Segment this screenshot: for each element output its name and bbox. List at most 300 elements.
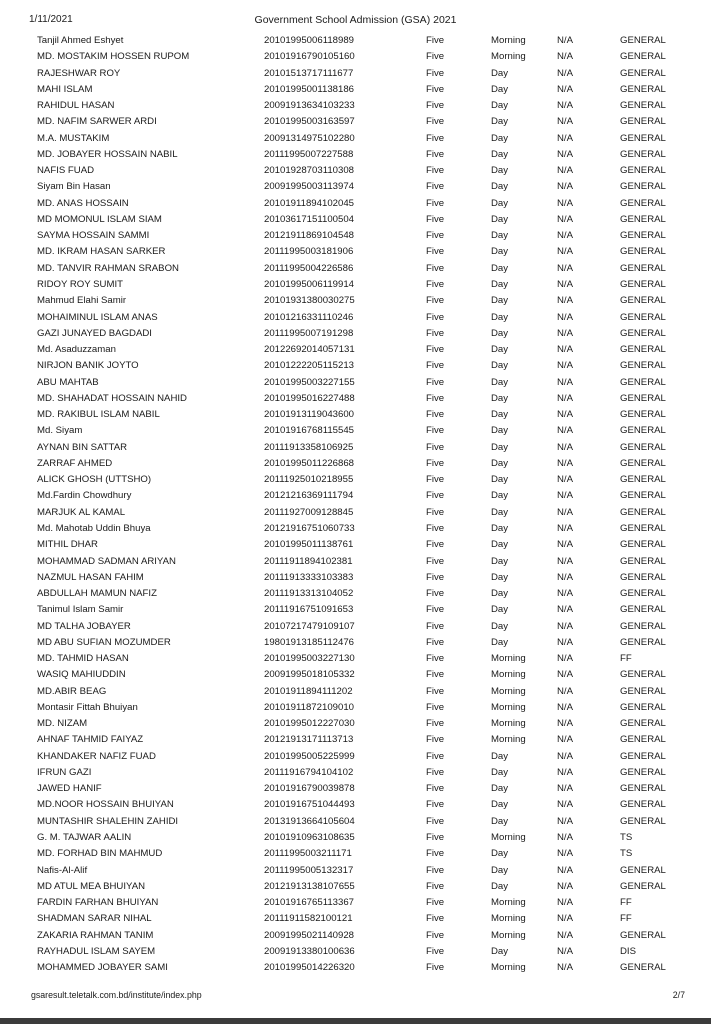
cell-quota: GENERAL	[620, 425, 666, 437]
cell-roll: 19801913185112476	[264, 636, 354, 648]
cell-ver: N/A	[557, 962, 573, 974]
cell-quota: GENERAL	[620, 132, 666, 144]
cell-quota: GENERAL	[620, 230, 666, 242]
cell-class: Five	[426, 604, 445, 616]
cell-quota: GENERAL	[620, 685, 666, 697]
cell-shift: Day	[491, 441, 509, 453]
cell-roll: 20121913138107655	[264, 880, 355, 892]
cell-shift: Day	[491, 588, 509, 600]
table-row	[0, 537, 711, 553]
cell-quota: GENERAL	[620, 588, 666, 600]
cell-shift: Day	[491, 100, 509, 112]
cell-class: Five	[426, 913, 445, 925]
table-row	[0, 488, 711, 504]
cell-ver: N/A	[557, 750, 573, 762]
cell-name: MD. FORHAD BIN MAHMUD	[37, 848, 163, 860]
cell-ver: N/A	[557, 522, 573, 534]
cell-name: Siyam Bin Hasan	[37, 181, 111, 193]
cell-ver: N/A	[557, 945, 573, 957]
table-row	[0, 131, 711, 147]
cell-roll: 20111995005132317	[264, 864, 354, 876]
cell-shift: Day	[491, 522, 509, 534]
cell-roll: 20111913358106925	[264, 441, 354, 453]
table-row	[0, 863, 711, 879]
cell-class: Five	[426, 539, 445, 551]
table-row	[0, 244, 711, 260]
cell-quota: GENERAL	[620, 636, 666, 648]
cell-quota: GENERAL	[620, 441, 666, 453]
cell-name: NIRJON BANIK JOYTO	[37, 360, 139, 372]
cell-quota: GENERAL	[620, 148, 666, 160]
table-row	[0, 667, 711, 683]
cell-shift: Day	[491, 490, 509, 502]
table-row	[0, 326, 711, 342]
cell-class: Five	[426, 848, 445, 860]
cell-ver: N/A	[557, 848, 573, 860]
cell-roll: 20111913313104052	[264, 588, 354, 600]
cell-ver: N/A	[557, 392, 573, 404]
cell-roll: 20111925010218955	[264, 474, 354, 486]
cell-class: Five	[426, 100, 445, 112]
cell-quota: GENERAL	[620, 278, 666, 290]
cell-roll: 20111927009128845	[264, 506, 354, 518]
cell-ver: N/A	[557, 685, 573, 697]
cell-class: Five	[426, 376, 445, 388]
cell-quota: GENERAL	[620, 620, 666, 632]
cell-roll: 20101931380030275	[264, 295, 355, 307]
cell-shift: Day	[491, 360, 509, 372]
cell-name: G. M. TAJWAR AALIN	[37, 832, 132, 844]
cell-roll: 20107217479109107	[264, 620, 355, 632]
table-row	[0, 375, 711, 391]
cell-roll: 20121916751060733	[264, 522, 355, 534]
table-row	[0, 732, 711, 748]
cell-ver: N/A	[557, 929, 573, 941]
cell-shift: Morning	[491, 669, 526, 681]
cell-class: Five	[426, 864, 445, 876]
cell-quota: GENERAL	[620, 701, 666, 713]
cell-ver: N/A	[557, 555, 573, 567]
cell-class: Five	[426, 262, 445, 274]
table-row	[0, 456, 711, 472]
table-row	[0, 423, 711, 439]
cell-name: ALICK GHOSH (UTTSHO)	[37, 474, 152, 486]
cell-name: RAYHADUL ISLAM SAYEM	[37, 945, 156, 957]
table-row	[0, 277, 711, 293]
cell-class: Five	[426, 734, 445, 746]
cell-ver: N/A	[557, 669, 573, 681]
cell-shift: Day	[491, 880, 509, 892]
cell-name: Md.Fardin Chowdhury	[37, 490, 132, 502]
cell-shift: Day	[491, 604, 509, 616]
cell-class: Five	[426, 522, 445, 534]
cell-ver: N/A	[557, 457, 573, 469]
table-row	[0, 391, 711, 407]
cell-shift: Day	[491, 376, 509, 388]
cell-class: Five	[426, 132, 445, 144]
cell-ver: N/A	[557, 83, 573, 95]
table-row	[0, 570, 711, 586]
table-row	[0, 928, 711, 944]
cell-shift: Day	[491, 230, 509, 242]
cell-roll: 20101995011226868	[264, 457, 354, 469]
table-row	[0, 602, 711, 618]
cell-shift: Day	[491, 474, 509, 486]
cell-shift: Day	[491, 620, 509, 632]
cell-quota: FF	[620, 913, 632, 925]
cell-quota: GENERAL	[620, 457, 666, 469]
cell-ver: N/A	[557, 165, 573, 177]
cell-quota: GENERAL	[620, 327, 666, 339]
cell-name: ZAKARIA RAHMAN TANIM	[37, 929, 154, 941]
cell-shift: Morning	[491, 653, 526, 665]
cell-roll: 20111995003211171	[264, 848, 352, 860]
cell-name: Md. Mahotab Uddin Bhuya	[37, 522, 151, 534]
cell-shift: Day	[491, 750, 509, 762]
cell-ver: N/A	[557, 766, 573, 778]
cell-ver: N/A	[557, 311, 573, 323]
cell-quota: GENERAL	[620, 181, 666, 193]
cell-ver: N/A	[557, 262, 573, 274]
cell-shift: Day	[491, 181, 509, 193]
table-row	[0, 114, 711, 130]
cell-roll: 20101916790105160	[264, 51, 355, 63]
table-row	[0, 472, 711, 488]
cell-shift: Morning	[491, 734, 526, 746]
cell-class: Five	[426, 181, 445, 193]
cell-class: Five	[426, 832, 445, 844]
cell-quota: TS	[620, 848, 633, 860]
table-row	[0, 212, 711, 228]
cell-name: MD. TANVIR RAHMAN SRABON	[37, 262, 179, 274]
cell-class: Five	[426, 799, 445, 811]
cell-roll: 20101911894111202	[264, 685, 353, 697]
cell-quota: GENERAL	[620, 51, 666, 63]
cell-ver: N/A	[557, 734, 573, 746]
cell-class: Five	[426, 506, 445, 518]
table-row	[0, 700, 711, 716]
cell-shift: Morning	[491, 685, 526, 697]
cell-roll: 20111916794104102	[264, 766, 354, 778]
table-row	[0, 814, 711, 830]
cell-name: MD.ABIR BEAG	[37, 685, 107, 697]
cell-roll: 20122692014057131	[264, 344, 355, 356]
cell-class: Five	[426, 213, 445, 225]
cell-roll: 20101995005225999	[264, 750, 355, 762]
cell-quota: GENERAL	[620, 100, 666, 112]
admission-list	[0, 33, 711, 976]
cell-class: Five	[426, 815, 445, 827]
cell-quota: GENERAL	[620, 604, 666, 616]
cell-quota: GENERAL	[620, 295, 666, 307]
cell-class: Five	[426, 116, 445, 128]
bottom-edge	[0, 1018, 711, 1024]
cell-name: AHNAF TAHMID FAIYAZ	[37, 734, 144, 746]
cell-roll: 20101995016227488	[264, 392, 355, 404]
cell-shift: Day	[491, 246, 509, 258]
cell-ver: N/A	[557, 653, 573, 665]
cell-shift: Morning	[491, 718, 526, 730]
cell-ver: N/A	[557, 588, 573, 600]
table-row	[0, 310, 711, 326]
cell-name: MITHIL DHAR	[37, 539, 98, 551]
cell-class: Five	[426, 766, 445, 778]
cell-name: MD. TAHMID HASAN	[37, 653, 129, 665]
cell-ver: N/A	[557, 51, 573, 63]
cell-quota: GENERAL	[620, 376, 666, 388]
table-row	[0, 66, 711, 82]
cell-class: Five	[426, 620, 445, 632]
cell-name: ABDULLAH MAMUN NAFIZ	[37, 588, 157, 600]
cell-ver: N/A	[557, 799, 573, 811]
cell-name: RAHIDUL HASAN	[37, 100, 115, 112]
cell-roll: 20111995007191298	[264, 327, 354, 339]
table-row	[0, 358, 711, 374]
cell-class: Five	[426, 295, 445, 307]
cell-name: NAZMUL HASAN FAHIM	[37, 571, 144, 583]
cell-quota: GENERAL	[620, 490, 666, 502]
cell-quota: GENERAL	[620, 539, 666, 551]
cell-ver: N/A	[557, 783, 573, 795]
cell-name: MOHAMMAD SADMAN ARIYAN	[37, 555, 176, 567]
cell-class: Five	[426, 474, 445, 486]
cell-name: MAHI ISLAM	[37, 83, 93, 95]
cell-shift: Morning	[491, 962, 526, 974]
cell-ver: N/A	[557, 246, 573, 258]
cell-quota: GENERAL	[620, 783, 666, 795]
cell-quota: TS	[620, 832, 633, 844]
cell-roll: 20101222205115213	[264, 360, 354, 372]
table-row	[0, 342, 711, 358]
cell-ver: N/A	[557, 425, 573, 437]
cell-name: MOHAMMED JOBAYER SAMI	[37, 962, 168, 974]
cell-shift: Day	[491, 848, 509, 860]
table-row	[0, 82, 711, 98]
cell-class: Five	[426, 278, 445, 290]
table-row	[0, 911, 711, 927]
cell-name: MD ATUL MEA BHUIYAN	[37, 880, 146, 892]
table-row	[0, 49, 711, 65]
cell-name: MD.NOOR HOSSAIN BHUIYAN	[37, 799, 174, 811]
table-row	[0, 797, 711, 813]
cell-roll: 20101995001138186	[264, 83, 354, 95]
table-row	[0, 716, 711, 732]
cell-ver: N/A	[557, 148, 573, 160]
cell-name: SHADMAN SARAR NIHAL	[37, 913, 152, 925]
cell-ver: N/A	[557, 474, 573, 486]
cell-name: RIDOY ROY SUMIT	[37, 278, 124, 290]
cell-roll: 20111995003181906	[264, 246, 354, 258]
cell-shift: Day	[491, 457, 509, 469]
table-row	[0, 147, 711, 163]
cell-roll: 20091913380100636	[264, 945, 355, 957]
cell-ver: N/A	[557, 620, 573, 632]
cell-name: Mahmud Elahi Samir	[37, 295, 127, 307]
cell-roll: 20091995021140928	[264, 929, 354, 941]
cell-name: MARJUK AL KAMAL	[37, 506, 126, 518]
cell-quota: GENERAL	[620, 571, 666, 583]
cell-ver: N/A	[557, 116, 573, 128]
table-row	[0, 179, 711, 195]
cell-name: MD. IKRAM HASAN SARKER	[37, 246, 166, 258]
cell-quota: GENERAL	[620, 311, 666, 323]
cell-shift: Day	[491, 864, 509, 876]
cell-ver: N/A	[557, 815, 573, 827]
cell-ver: N/A	[557, 832, 573, 844]
cell-roll: 20101916765113367	[264, 897, 354, 909]
table-row	[0, 554, 711, 570]
cell-ver: N/A	[557, 506, 573, 518]
cell-name: WASIQ MAHIUDDIN	[37, 669, 126, 681]
table-row	[0, 619, 711, 635]
cell-shift: Day	[491, 409, 509, 421]
cell-class: Five	[426, 197, 445, 209]
cell-class: Five	[426, 344, 445, 356]
cell-ver: N/A	[557, 197, 573, 209]
cell-shift: Day	[491, 262, 509, 274]
cell-class: Five	[426, 701, 445, 713]
cell-roll: 20101995011138761	[264, 539, 354, 551]
cell-quota: GENERAL	[620, 474, 666, 486]
cell-name: GAZI JUNAYED BAGDADI	[37, 327, 152, 339]
cell-ver: N/A	[557, 360, 573, 372]
cell-roll: 20121216369111794	[264, 490, 354, 502]
cell-roll: 20121913171113713	[264, 734, 354, 746]
cell-roll: 20101995006119914	[264, 278, 354, 290]
footer-url: gsaresult.teletalk.com.bd/institute/index.php	[31, 990, 202, 1000]
cell-quota: GENERAL	[620, 116, 666, 128]
cell-name: AYNAN BIN SATTAR	[37, 441, 128, 453]
cell-roll: 20111995004226586	[264, 262, 354, 274]
cell-name: MD ABU SUFIAN MOZUMDER	[37, 636, 171, 648]
cell-ver: N/A	[557, 539, 573, 551]
cell-name: Tanjil Ahmed Eshyet	[37, 35, 124, 46]
cell-shift: Day	[491, 311, 509, 323]
cell-class: Five	[426, 35, 445, 46]
cell-class: Five	[426, 653, 445, 665]
cell-class: Five	[426, 360, 445, 372]
cell-quota: GENERAL	[620, 799, 666, 811]
cell-ver: N/A	[557, 701, 573, 713]
cell-name: Md. Asaduzzaman	[37, 344, 116, 356]
cell-shift: Day	[491, 165, 509, 177]
table-row	[0, 505, 711, 521]
table-row	[0, 163, 711, 179]
table-row	[0, 781, 711, 797]
cell-ver: N/A	[557, 278, 573, 290]
cell-class: Five	[426, 148, 445, 160]
cell-roll: 20101911894102045	[264, 197, 354, 209]
cell-name: MD. ANAS HOSSAIN	[37, 197, 129, 209]
table-row	[0, 293, 711, 309]
cell-quota: GENERAL	[620, 165, 666, 177]
cell-quota: GENERAL	[620, 522, 666, 534]
cell-class: Five	[426, 425, 445, 437]
cell-class: Five	[426, 230, 445, 242]
table-row	[0, 830, 711, 846]
cell-ver: N/A	[557, 181, 573, 193]
cell-quota: GENERAL	[620, 718, 666, 730]
cell-shift: Day	[491, 327, 509, 339]
table-row	[0, 635, 711, 651]
cell-quota: GENERAL	[620, 555, 666, 567]
cell-name: IFRUN GAZI	[37, 766, 92, 778]
cell-shift: Day	[491, 148, 509, 160]
cell-quota: GENERAL	[620, 197, 666, 209]
cell-quota: GENERAL	[620, 344, 666, 356]
cell-ver: N/A	[557, 344, 573, 356]
cell-shift: Morning	[491, 35, 526, 46]
table-row	[0, 196, 711, 212]
cell-name: MD. NIZAM	[37, 718, 88, 730]
cell-ver: N/A	[557, 409, 573, 421]
cell-roll: 20101916790039878	[264, 783, 355, 795]
cell-name: MUNTASHIR SHALEHIN ZAHIDI	[37, 815, 179, 827]
cell-shift: Day	[491, 506, 509, 518]
cell-shift: Day	[491, 799, 509, 811]
cell-shift: Day	[491, 67, 509, 79]
cell-name: MD. RAKIBUL ISLAM NABIL	[37, 409, 160, 421]
cell-class: Five	[426, 246, 445, 258]
cell-name: Montasir Fittah Bhuiyan	[37, 701, 138, 713]
cell-ver: N/A	[557, 230, 573, 242]
cell-class: Five	[426, 588, 445, 600]
table-row	[0, 651, 711, 667]
cell-name: Nafis-Al-Alif	[37, 864, 88, 876]
table-row	[0, 586, 711, 602]
cell-roll: 20111916751091653	[264, 604, 354, 616]
table-row	[0, 944, 711, 960]
cell-class: Five	[426, 441, 445, 453]
cell-shift: Day	[491, 636, 509, 648]
cell-roll: 20103617151100504	[264, 213, 354, 225]
cell-ver: N/A	[557, 571, 573, 583]
cell-ver: N/A	[557, 327, 573, 339]
cell-quota: GENERAL	[620, 506, 666, 518]
page-date: 1/11/2021	[29, 14, 73, 25]
cell-roll: 20101995012227030	[264, 718, 355, 730]
cell-ver: N/A	[557, 132, 573, 144]
cell-class: Five	[426, 490, 445, 502]
cell-ver: N/A	[557, 718, 573, 730]
cell-shift: Day	[491, 197, 509, 209]
cell-name: MD. SHAHADAT HOSSAIN NAHID	[37, 392, 187, 404]
cell-roll: 20101913119043600	[264, 409, 354, 421]
cell-shift: Day	[491, 392, 509, 404]
cell-quota: GENERAL	[620, 35, 666, 46]
cell-ver: N/A	[557, 441, 573, 453]
cell-class: Five	[426, 409, 445, 421]
cell-roll: 20091995003113974	[264, 181, 354, 193]
cell-roll: 20091314975102280	[264, 132, 355, 144]
cell-quota: FF	[620, 897, 632, 909]
cell-shift: Day	[491, 555, 509, 567]
cell-ver: N/A	[557, 35, 573, 46]
cell-roll: 20101916751044493	[264, 799, 355, 811]
cell-shift: Morning	[491, 929, 526, 941]
cell-quota: GENERAL	[620, 392, 666, 404]
cell-ver: N/A	[557, 880, 573, 892]
table-row	[0, 765, 711, 781]
cell-roll: 20101216331110246	[264, 311, 354, 323]
cell-quota: GENERAL	[620, 360, 666, 372]
cell-shift: Morning	[491, 51, 526, 63]
cell-class: Five	[426, 51, 445, 63]
cell-quota: GENERAL	[620, 669, 666, 681]
cell-name: MD. MOSTAKIM HOSSEN RUPOM	[37, 51, 190, 63]
cell-ver: N/A	[557, 100, 573, 112]
cell-class: Five	[426, 165, 445, 177]
